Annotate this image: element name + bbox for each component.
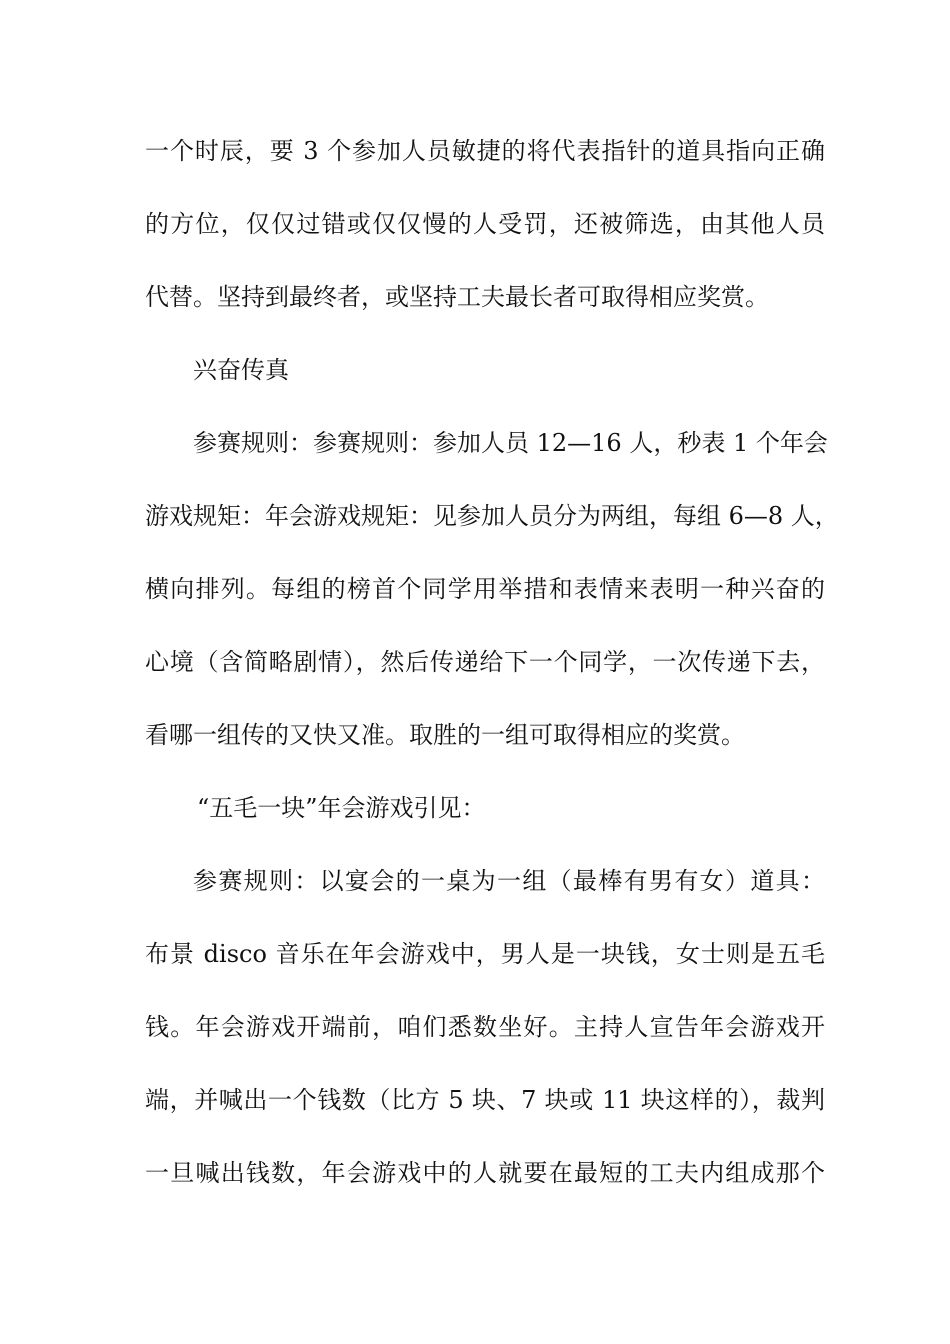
paragraph-line: 横向排列。每组的榜首个同学用举措和表情来表明一种兴奋的 [145, 575, 825, 603]
paragraph-line: 端，并喊出一个钱数（比方 5 块、7 块或 11 块这样的），裁判 [145, 1086, 825, 1114]
section-heading: “五毛一块”年会游戏引见： [197, 794, 486, 822]
paragraph-line: 心境（含简略剧情），然后传递给下一个同学，一次传递下去， [145, 648, 825, 676]
paragraph-line: 一个时辰，要 3 个参加人员敏捷的将代表指针的道具指向正确 [145, 137, 825, 165]
paragraph-line: 钱。年会游戏开端前，咱们悉数坐好。主持人宣告年会游戏开 [145, 1013, 825, 1041]
document-body [145, 128, 839, 1223]
paragraph-line: 参赛规则：参赛规则：参加人员 12—16 人，秒表 1 个年会 [193, 429, 828, 457]
paragraph-line: 代替。坚持到最终者，或坚持工夫最长者可取得相应奖赏。 [145, 283, 769, 311]
paragraph-line: 一旦喊出钱数，年会游戏中的人就要在最短的工夫内组成那个 [145, 1159, 825, 1187]
paragraph-line: 游戏规矩：年会游戏规矩：见参加人员分为两组，每组 6—8 人， [145, 502, 839, 530]
paragraph-line: 布景 disco 音乐在年会游戏中，男人是一块钱，女士则是五毛 [145, 940, 825, 968]
section-heading: 兴奋传真 [193, 356, 289, 384]
paragraph-line: 看哪一组传的又快又准。取胜的一组可取得相应的奖赏。 [145, 721, 745, 749]
paragraph-line: 参赛规则：以宴会的一桌为一组（最棒有男有女）道具： [193, 867, 825, 895]
paragraph-line: 的方位，仅仅过错或仅仅慢的人受罚，还被筛选，由其他人员 [145, 210, 825, 238]
